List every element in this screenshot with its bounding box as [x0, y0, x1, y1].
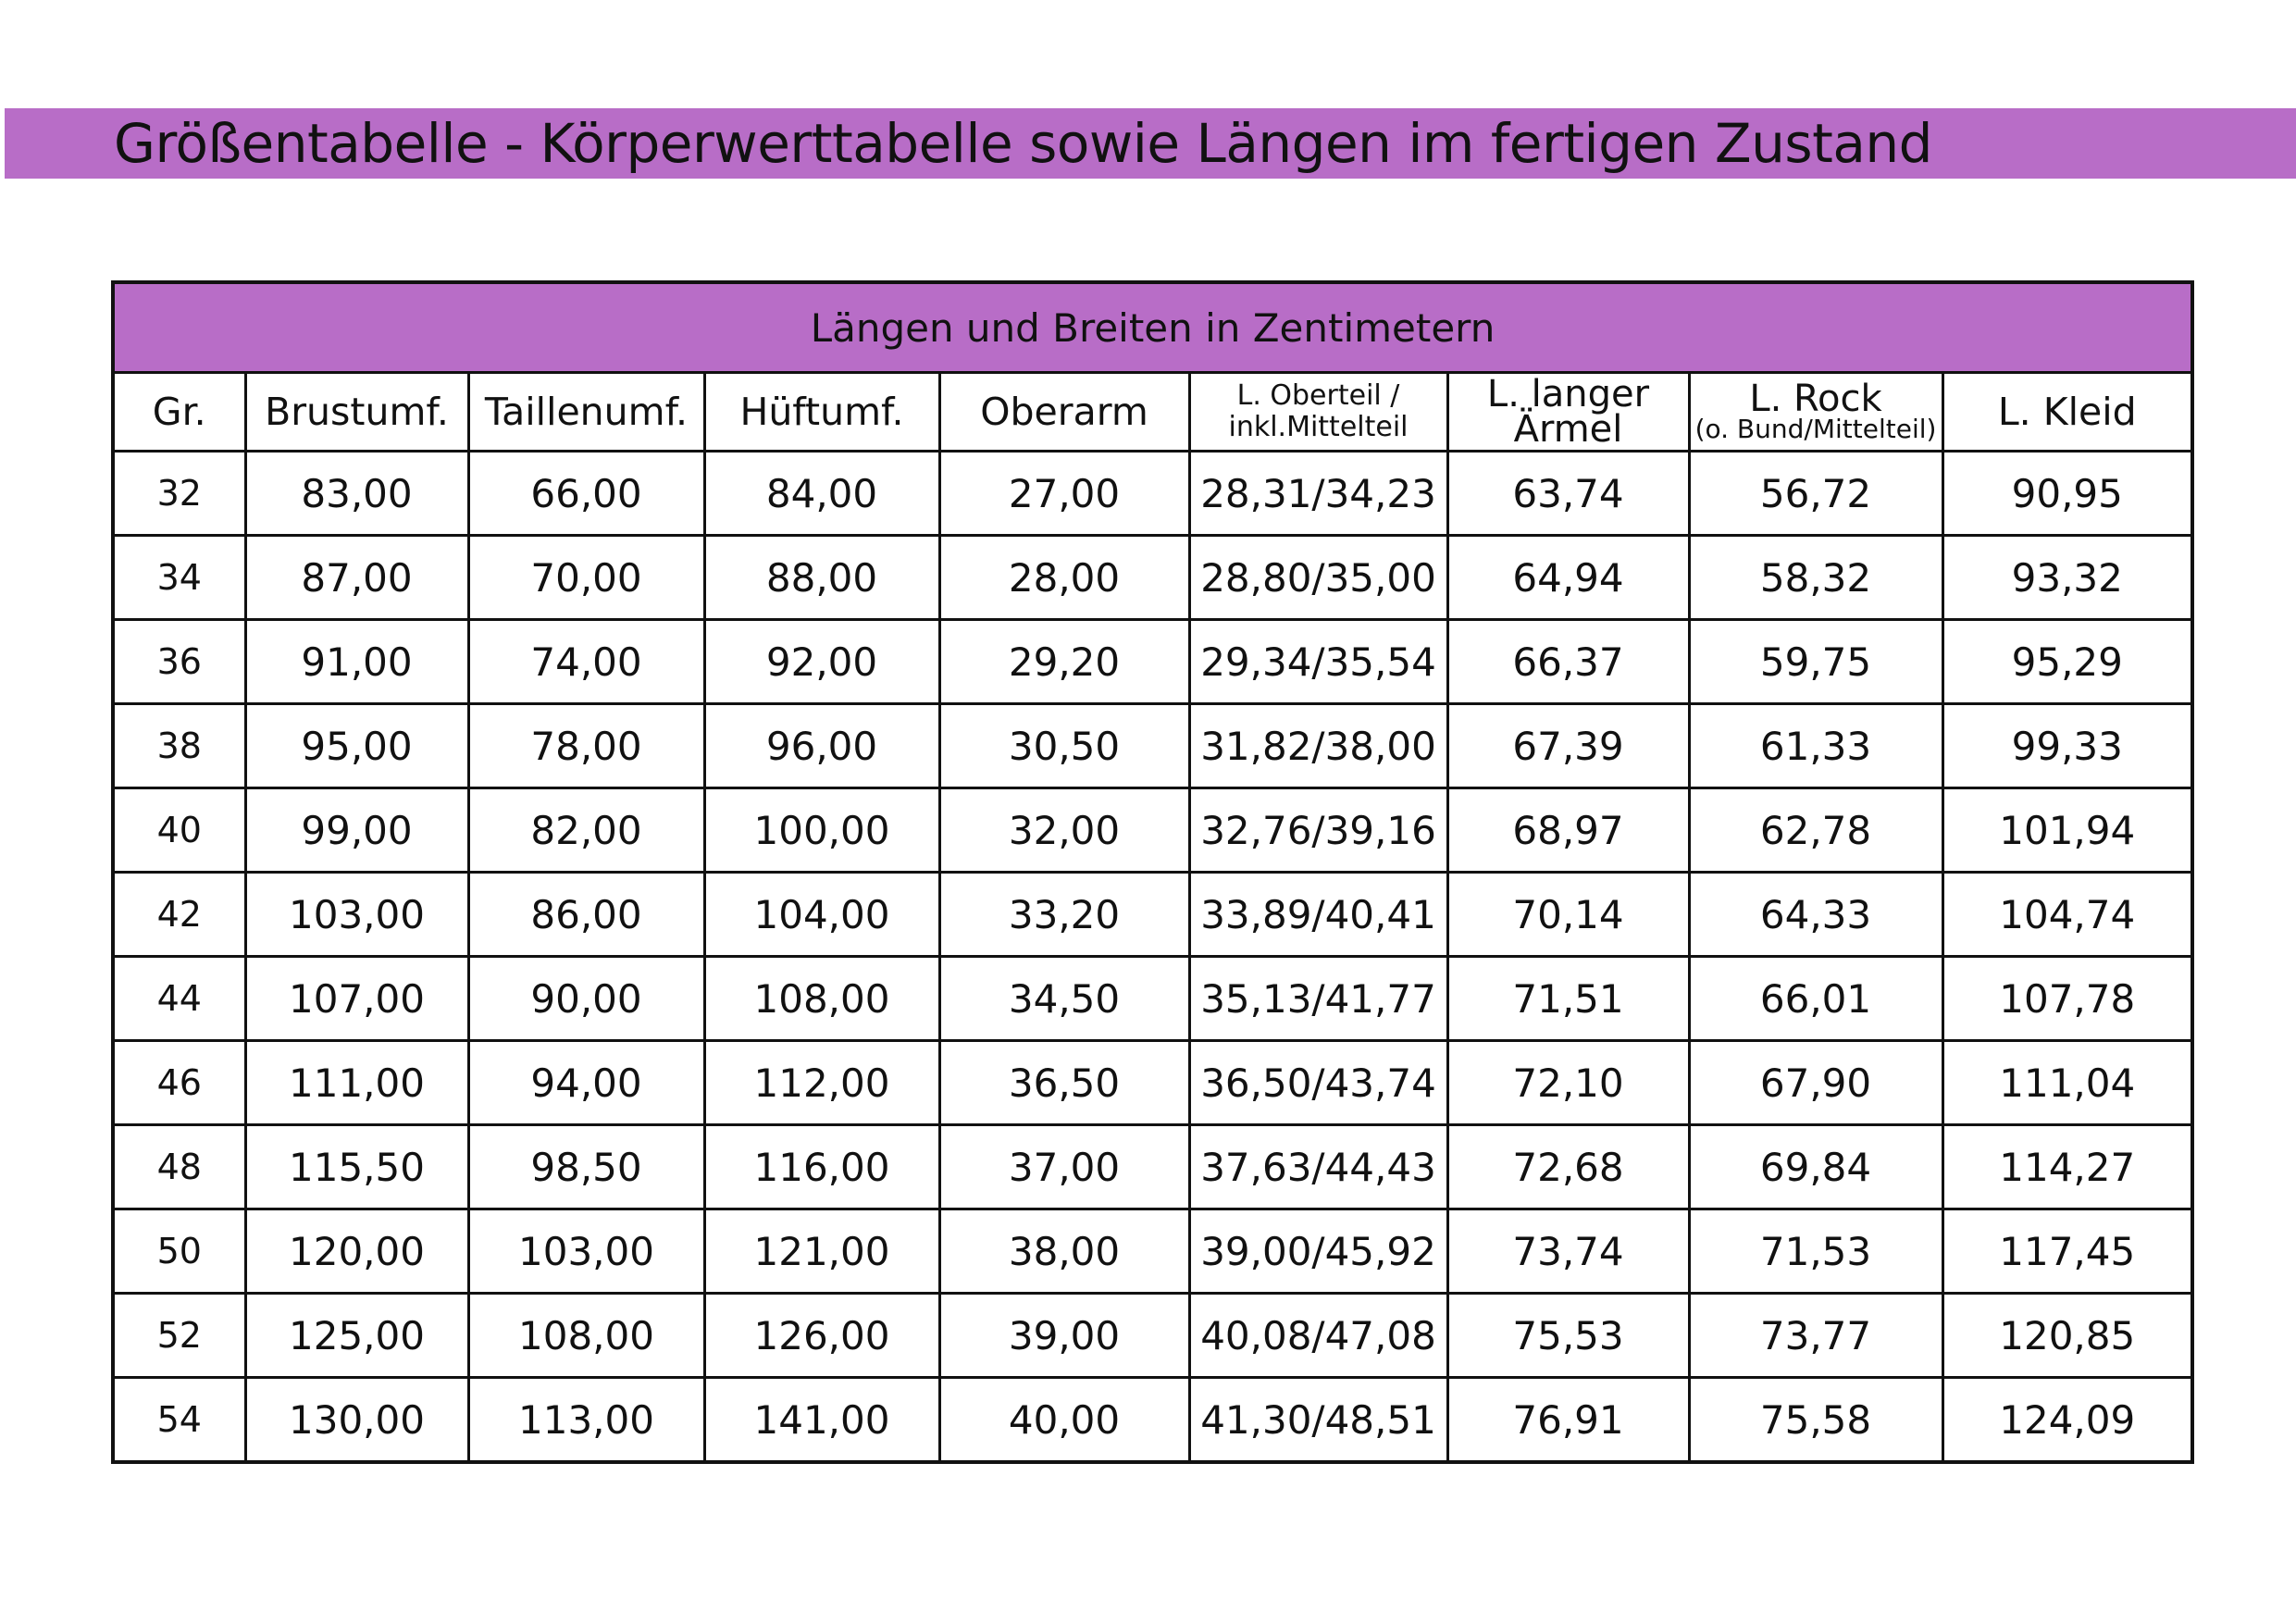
cell-laenge-rock: 56,72 [1689, 452, 1942, 536]
cell-groesse: 38 [113, 704, 245, 788]
cell-groesse: 42 [113, 873, 245, 957]
header-oberteil-line2: inkl.Mittelteil [1228, 411, 1409, 443]
cell-laenge-oberteil: 36,50/43,74 [1189, 1041, 1447, 1125]
title-bar [5, 108, 2296, 179]
cell-laenge-kleid: 111,04 [1942, 1041, 2192, 1125]
cell-laenge-oberteil: 41,30/48,51 [1189, 1378, 1447, 1463]
cell-laenge-kleid: 120,85 [1942, 1294, 2192, 1378]
cell-groesse: 34 [113, 536, 245, 620]
cell-oberarm: 32,00 [939, 788, 1189, 873]
cell-hueftumfang: 104,00 [704, 873, 939, 957]
header-taillenumfang: Taillenumf. [468, 373, 704, 452]
table-row [113, 536, 2192, 620]
cell-laenge-oberteil: 31,82/38,00 [1189, 704, 1447, 788]
cell-laenge-oberteil: 29,34/35,54 [1189, 620, 1447, 704]
table-row [113, 620, 2192, 704]
cell-laenge-rock: 58,32 [1689, 536, 1942, 620]
cell-laenge-aermel: 72,10 [1447, 1041, 1689, 1125]
cell-oberarm: 37,00 [939, 1125, 1189, 1209]
cell-laenge-aermel: 68,97 [1447, 788, 1689, 873]
header-oberarm: Oberarm [939, 373, 1189, 452]
cell-taillenumfang: 74,00 [468, 620, 704, 704]
cell-laenge-kleid: 93,32 [1942, 536, 2192, 620]
cell-taillenumfang: 82,00 [468, 788, 704, 873]
cell-laenge-aermel: 71,51 [1447, 957, 1689, 1041]
cell-laenge-oberteil: 40,08/47,08 [1189, 1294, 1447, 1378]
cell-hueftumfang: 92,00 [704, 620, 939, 704]
cell-brustumfang: 87,00 [245, 536, 468, 620]
cell-hueftumfang: 126,00 [704, 1294, 939, 1378]
cell-brustumfang: 95,00 [245, 704, 468, 788]
cell-oberarm: 39,00 [939, 1294, 1189, 1378]
size-table [111, 280, 2194, 1464]
table-row [113, 1041, 2192, 1125]
cell-laenge-oberteil: 33,89/40,41 [1189, 873, 1447, 957]
table-row [113, 873, 2192, 957]
table-row [113, 452, 2192, 536]
cell-laenge-oberteil: 35,13/41,77 [1189, 957, 1447, 1041]
cell-laenge-oberteil: 37,63/44,43 [1189, 1125, 1447, 1209]
cell-laenge-oberteil: 39,00/45,92 [1189, 1209, 1447, 1294]
cell-taillenumfang: 70,00 [468, 536, 704, 620]
table-row [113, 1294, 2192, 1378]
cell-brustumfang: 103,00 [245, 873, 468, 957]
cell-brustumfang: 115,50 [245, 1125, 468, 1209]
cell-laenge-rock: 61,33 [1689, 704, 1942, 788]
cell-brustumfang: 107,00 [245, 957, 468, 1041]
cell-brustumfang: 91,00 [245, 620, 468, 704]
cell-hueftumfang: 116,00 [704, 1125, 939, 1209]
cell-laenge-kleid: 107,78 [1942, 957, 2192, 1041]
table-row [113, 704, 2192, 788]
cell-hueftumfang: 141,00 [704, 1378, 939, 1463]
cell-taillenumfang: 86,00 [468, 873, 704, 957]
cell-taillenumfang: 108,00 [468, 1294, 704, 1378]
cell-oberarm: 28,00 [939, 536, 1189, 620]
cell-laenge-kleid: 124,09 [1942, 1378, 2192, 1463]
header-laenge-rock [1689, 373, 1942, 452]
cell-laenge-kleid: 104,74 [1942, 873, 2192, 957]
cell-laenge-rock: 73,77 [1689, 1294, 1942, 1378]
cell-groesse: 48 [113, 1125, 245, 1209]
cell-laenge-rock: 59,75 [1689, 620, 1942, 704]
header-laenge-kleid: L. Kleid [1942, 373, 2192, 452]
header-laenge-aermel [1447, 373, 1689, 452]
table-row [113, 1209, 2192, 1294]
header-rock-line1: L. Rock [1749, 378, 1882, 420]
table-row [113, 788, 2192, 873]
cell-taillenumfang: 113,00 [468, 1378, 704, 1463]
cell-laenge-aermel: 76,91 [1447, 1378, 1689, 1463]
cell-oberarm: 34,50 [939, 957, 1189, 1041]
cell-brustumfang: 99,00 [245, 788, 468, 873]
header-brustumfang: Brustumf. [245, 373, 468, 452]
cell-oberarm: 29,20 [939, 620, 1189, 704]
cell-laenge-rock: 66,01 [1689, 957, 1942, 1041]
cell-laenge-rock: 64,33 [1689, 873, 1942, 957]
cell-oberarm: 30,50 [939, 704, 1189, 788]
header-row [113, 373, 2192, 452]
cell-laenge-kleid: 95,29 [1942, 620, 2192, 704]
cell-brustumfang: 125,00 [245, 1294, 468, 1378]
cell-laenge-rock: 62,78 [1689, 788, 1942, 873]
cell-brustumfang: 130,00 [245, 1378, 468, 1463]
cell-oberarm: 36,50 [939, 1041, 1189, 1125]
cell-oberarm: 40,00 [939, 1378, 1189, 1463]
cell-laenge-aermel: 72,68 [1447, 1125, 1689, 1209]
cell-groesse: 46 [113, 1041, 245, 1125]
cell-brustumfang: 111,00 [245, 1041, 468, 1125]
cell-laenge-aermel: 73,74 [1447, 1209, 1689, 1294]
cell-hueftumfang: 88,00 [704, 536, 939, 620]
cell-laenge-kleid: 101,94 [1942, 788, 2192, 873]
cell-oberarm: 27,00 [939, 452, 1189, 536]
cell-groesse: 50 [113, 1209, 245, 1294]
caption-row [113, 282, 2192, 373]
cell-taillenumfang: 90,00 [468, 957, 704, 1041]
cell-laenge-kleid: 99,33 [1942, 704, 2192, 788]
table-body [113, 452, 2192, 1463]
header-laenge-oberteil [1189, 373, 1447, 452]
header-hueftumfang: Hüftumf. [704, 373, 939, 452]
cell-taillenumfang: 78,00 [468, 704, 704, 788]
cell-groesse: 44 [113, 957, 245, 1041]
cell-groesse: 32 [113, 452, 245, 536]
cell-laenge-aermel: 66,37 [1447, 620, 1689, 704]
table-row [113, 1378, 2192, 1463]
cell-hueftumfang: 108,00 [704, 957, 939, 1041]
cell-taillenumfang: 98,50 [468, 1125, 704, 1209]
cell-laenge-rock: 75,58 [1689, 1378, 1942, 1463]
page-title: Größentabelle - Körperwerttabelle sowie Längen im fertigen Zustand [114, 112, 1932, 175]
cell-laenge-aermel: 64,94 [1447, 536, 1689, 620]
cell-hueftumfang: 100,00 [704, 788, 939, 873]
cell-taillenumfang: 66,00 [468, 452, 704, 536]
header-aermel-line1: L. langer [1486, 373, 1650, 415]
header-rock-line2: (o. Bund/Mittelteil) [1694, 414, 1937, 444]
cell-laenge-rock: 71,53 [1689, 1209, 1942, 1294]
cell-laenge-oberteil: 28,80/35,00 [1189, 536, 1447, 620]
cell-taillenumfang: 103,00 [468, 1209, 704, 1294]
header-oberteil-line1: L. Oberteil / [1236, 378, 1400, 412]
cell-oberarm: 38,00 [939, 1209, 1189, 1294]
cell-laenge-kleid: 117,45 [1942, 1209, 2192, 1294]
cell-laenge-oberteil: 32,76/39,16 [1189, 788, 1447, 873]
cell-groesse: 40 [113, 788, 245, 873]
cell-brustumfang: 120,00 [245, 1209, 468, 1294]
cell-laenge-aermel: 75,53 [1447, 1294, 1689, 1378]
cell-taillenumfang: 94,00 [468, 1041, 704, 1125]
table-row [113, 1125, 2192, 1209]
cell-oberarm: 33,20 [939, 873, 1189, 957]
cell-laenge-kleid: 90,95 [1942, 452, 2192, 536]
cell-groesse: 54 [113, 1378, 245, 1463]
cell-laenge-aermel: 67,39 [1447, 704, 1689, 788]
cell-hueftumfang: 96,00 [704, 704, 939, 788]
cell-laenge-kleid: 114,27 [1942, 1125, 2192, 1209]
cell-laenge-aermel: 63,74 [1447, 452, 1689, 536]
cell-laenge-oberteil: 28,31/34,23 [1189, 452, 1447, 536]
cell-hueftumfang: 84,00 [704, 452, 939, 536]
header-aermel-line2: Ärmel [1513, 408, 1623, 451]
cell-groesse: 36 [113, 620, 245, 704]
table-caption: Längen und Breiten in Zentimetern [113, 282, 2192, 373]
table-row [113, 957, 2192, 1041]
cell-brustumfang: 83,00 [245, 452, 468, 536]
header-gr: Gr. [113, 373, 245, 452]
cell-laenge-rock: 69,84 [1689, 1125, 1942, 1209]
cell-laenge-rock: 67,90 [1689, 1041, 1942, 1125]
cell-hueftumfang: 121,00 [704, 1209, 939, 1294]
cell-laenge-aermel: 70,14 [1447, 873, 1689, 957]
cell-groesse: 52 [113, 1294, 245, 1378]
cell-hueftumfang: 112,00 [704, 1041, 939, 1125]
